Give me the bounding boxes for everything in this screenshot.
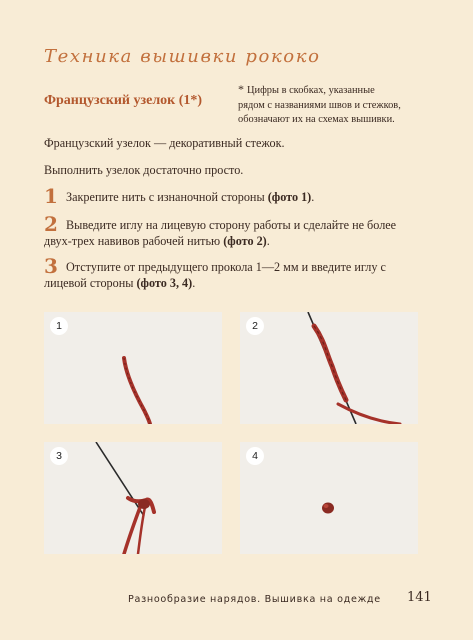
photo-3 <box>44 442 222 554</box>
step-3 <box>44 254 412 291</box>
photo-4 <box>240 442 418 554</box>
intro-paragraph-1: Французский узелок — декоративный стежок. <box>44 136 285 150</box>
page-title: Техника вышивки рококо <box>44 46 321 67</box>
step-number: 1 <box>44 184 58 208</box>
photo-number-badge: 3 <box>50 447 68 465</box>
photo-number-badge: 4 <box>246 447 264 465</box>
step-photo-ref: (фото 1) <box>267 190 312 204</box>
section-title: Французский узелок (1*) <box>44 93 203 108</box>
needle-knot-illustration <box>44 442 222 554</box>
footnote <box>238 82 428 128</box>
finished-knot-illustration <box>240 442 418 554</box>
thread-illustration <box>44 312 222 424</box>
step-number: 3 <box>44 254 58 278</box>
page-number: 141 <box>407 590 432 605</box>
needle-thread-illustration <box>240 312 418 424</box>
step-1 <box>44 184 412 208</box>
step-number: 2 <box>44 212 58 236</box>
photo-1 <box>44 312 222 424</box>
footnote-star: * <box>238 82 244 96</box>
step-end: . <box>311 190 315 204</box>
running-footer: Разнообразие нарядов. Вышивка на одежде <box>128 594 381 605</box>
photo-2 <box>240 312 418 424</box>
footnote-line-2: рядом с названиями швов и стежков, <box>238 99 401 111</box>
photo-number-badge: 2 <box>246 317 264 335</box>
footnote-line-3: обозначают их на схемах вышивки. <box>238 114 395 125</box>
step-photo-ref: (фото 3, 4) <box>136 276 193 290</box>
step-end: . <box>266 234 270 248</box>
footnote-line-1: Цифры в скобках, указанные <box>247 85 375 96</box>
step-text: Закрепите нить с изнаночной стороны <box>66 190 268 204</box>
step-photo-ref: (фото 2) <box>223 234 267 248</box>
step-text: Отступите от предыдущего прокола 1—2 мм и введите иглу с лицевой стороны <box>44 260 386 290</box>
step-2 <box>44 212 412 249</box>
photo-number-badge: 1 <box>50 317 68 335</box>
intro-paragraph-2: Выполнить узелок достаточно просто. <box>44 163 244 177</box>
step-end: . <box>192 276 196 290</box>
step-text: Выведите иглу на лицевую сторону работы и сделайте не более двух-трех навивов рабочей нитью <box>44 218 397 248</box>
